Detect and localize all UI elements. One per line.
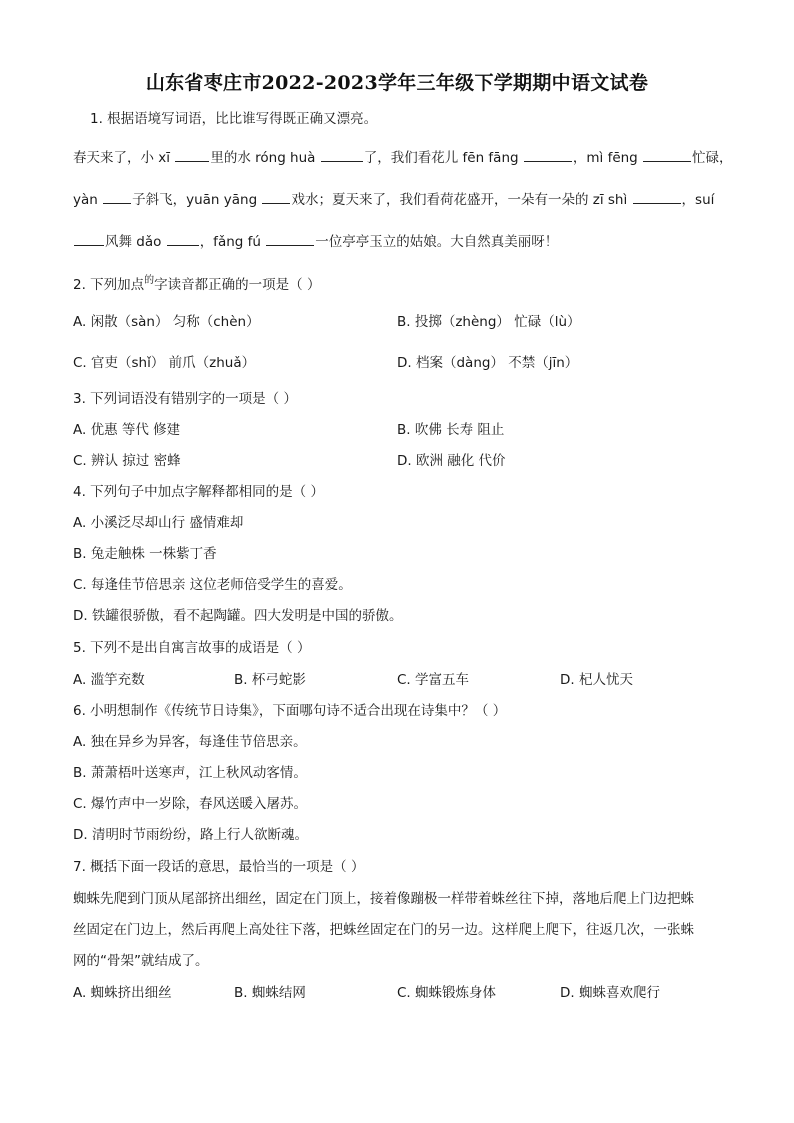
answer-blank[interactable] <box>74 231 104 246</box>
q7-option-a[interactable]: A. 蜘蛛挤出细丝 <box>73 985 172 1001</box>
q2-option-c[interactable]: C. 官吏（shǐ） 前爪（zhuǎ） <box>73 355 256 371</box>
answer-blank[interactable] <box>643 147 691 162</box>
q7-passage-line: 蜘蛛先爬到门顶从尾部挤出细丝，固定在门顶上，接着像蹦极一样带着蛛丝往下掉，落地后爬上门边把蛛 <box>73 891 694 907</box>
q7-passage-line: 丝固定在门边上，然后再爬上高处往下落，把蛛丝固定在门的另一边。这样爬上爬下，往返几次，一张蛛 <box>73 922 694 938</box>
q4-stem: 4. 下列句子中加点字解释都相同的是（ ） <box>73 484 324 500</box>
q3-option-d[interactable]: D. 欧洲 融化 代价 <box>397 453 506 469</box>
answer-blank[interactable] <box>167 231 199 246</box>
q6-option-c[interactable]: C. 爆竹声中一岁除，春风送暖入屠苏。 <box>73 796 308 812</box>
q7-option-b[interactable]: B. 蜘蛛结网 <box>234 985 306 1001</box>
answer-blank[interactable] <box>103 189 131 204</box>
q4-option-a[interactable]: A. 小溪泛尽却山行 盛情难却 <box>73 515 244 531</box>
q3-stem: 3. 下列词语没有错别字的一项是（ ） <box>73 391 297 407</box>
q1-line-3: 风舞 dǎo ，fǎng fú 一位亭亭玉立的姑娘。大自然真美丽呀！ <box>73 231 558 251</box>
q7-option-d[interactable]: D. 蜘蛛喜欢爬行 <box>560 985 660 1001</box>
q6-option-b[interactable]: B. 萧萧梧叶送寒声，江上秋风动客情。 <box>73 765 307 781</box>
answer-blank[interactable] <box>175 147 209 162</box>
answer-blank[interactable] <box>262 189 290 204</box>
q4-option-c[interactable]: C. 每逢佳节倍思亲 这位老师倍受学生的喜爱。 <box>73 577 352 593</box>
q5-option-a[interactable]: A. 滥竽充数 <box>73 672 145 688</box>
q2-option-d[interactable]: D. 档案（dàng） 不禁（jīn） <box>397 355 579 371</box>
q6-stem: 6. 小明想制作《传统节日诗集》，下面哪句诗不适合出现在诗集中？（ ） <box>73 703 507 719</box>
q3-option-a[interactable]: A. 优惠 等代 修建 <box>73 422 181 438</box>
q5-option-d[interactable]: D. 杞人忧天 <box>560 672 633 688</box>
q3-option-c[interactable]: C. 辨认 掠过 密蜂 <box>73 453 181 469</box>
answer-blank[interactable] <box>524 147 572 162</box>
q2-stem: 2. 下列加点$^的$字读音都正确的一项是（ ） <box>73 275 321 293</box>
q5-option-b[interactable]: B. 杯弓蛇影 <box>234 672 306 688</box>
q2-option-a[interactable]: A. 闲散（sàn） 匀称（chèn） <box>73 314 260 330</box>
page-title: 山东省枣庄市2022-2023学年三年级下学期期中语文试卷 <box>145 72 649 94</box>
q5-option-c[interactable]: C. 学富五车 <box>397 672 470 688</box>
q4-option-b[interactable]: B. 兔走触株 一株紫丁香 <box>73 546 217 562</box>
q5-stem: 5. 下列不是出自寓言故事的成语是（ ） <box>73 640 311 656</box>
q1-line-2: yàn 子斜飞，yuān yāng 戏水；夏天来了，我们看荷花盛开，一朵有一朵的 zī shì ，suí <box>73 189 714 209</box>
q2-option-b[interactable]: B. 投掷（zhèng） 忙碌（lù） <box>397 314 581 330</box>
q1-line-1: 春天来了，小 xī 里的水 róng huà 了，我们看花儿 fēn fāng ，mì fēng 忙碌， <box>73 147 733 167</box>
q7-stem: 7. 概括下面一段话的意思，最恰当的一项是（ ） <box>73 859 365 875</box>
q4-option-d[interactable]: D. 铁罐很骄傲，看不起陶罐。四大发明是中国的骄傲。 <box>73 608 403 624</box>
q6-option-d[interactable]: D. 清明时节雨纷纷，路上行人欲断魂。 <box>73 827 308 843</box>
q3-option-b[interactable]: B. 吹佛 长寿 阻止 <box>397 422 505 438</box>
answer-blank[interactable] <box>321 147 363 162</box>
q7-option-c[interactable]: C. 蜘蛛锻炼身体 <box>397 985 497 1001</box>
q6-option-a[interactable]: A. 独在异乡为异客，每逢佳节倍思亲。 <box>73 734 307 750</box>
answer-blank[interactable] <box>266 231 314 246</box>
answer-blank[interactable] <box>633 189 681 204</box>
q7-passage-line: 网的“骨架”就结成了。 <box>73 953 209 969</box>
q1-stem: 1. 根据语境写词语，比比谁写得既正确又漂亮。 <box>90 111 378 127</box>
